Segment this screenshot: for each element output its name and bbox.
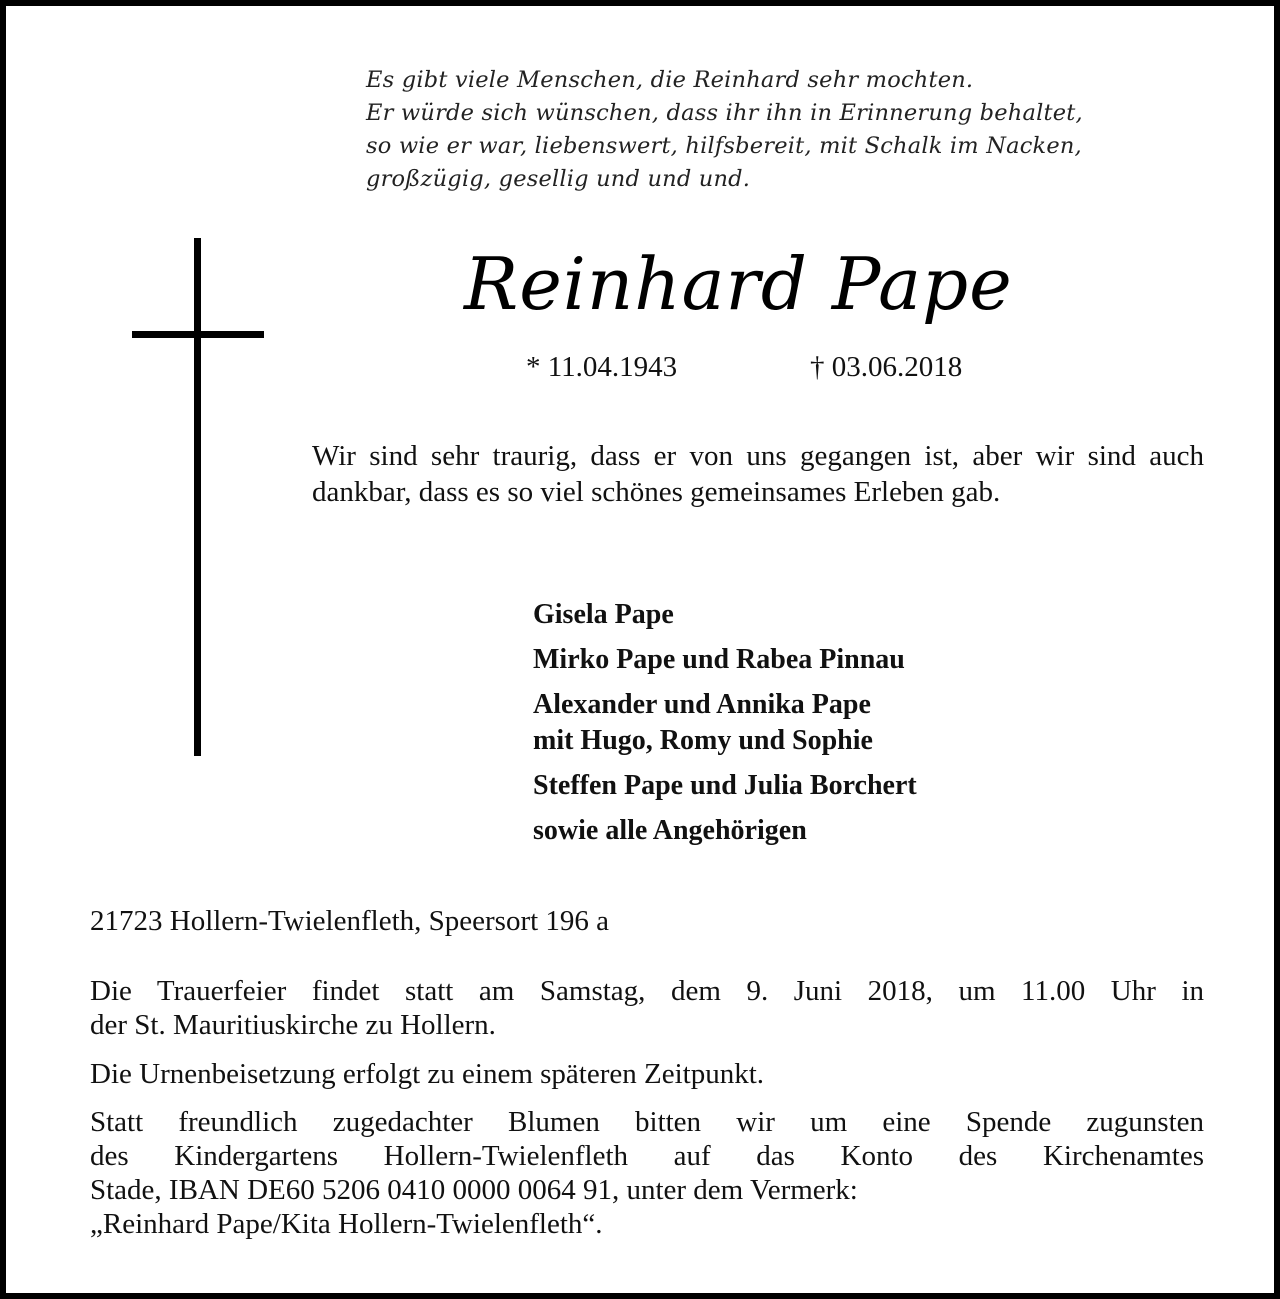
funeral-info xyxy=(90,974,1204,1042)
family-signatures xyxy=(533,597,917,849)
death-date: † 03.06.2018 xyxy=(810,351,963,383)
family-member: Mirko Pape und Rabea Pinnau xyxy=(533,644,905,675)
donation-line: Stade, IBAN DE60 5206 0410 0000 0064 91, unter dem Vermerk: xyxy=(90,1174,858,1206)
quote-line: so wie er war, liebenswert, hilfsbereit, mit Schalk im Nacken, xyxy=(366,133,1082,159)
birth-date: * 11.04.1943 xyxy=(526,351,678,383)
funeral-line: der St. Mauritiuskirche zu Hollern. xyxy=(90,1009,496,1041)
cross-vertical-bar xyxy=(194,238,201,756)
family-member: Alexander und Annika Pape xyxy=(533,689,871,720)
quote-line: Es gibt viele Menschen, die Reinhard sehr mochten. xyxy=(366,67,974,93)
quote-line: großzügig, gesellig und und und. xyxy=(366,166,751,192)
funeral-line: Die Trauerfeier findet statt am Samstag, dem 9. Juni 2018, um 11.00 Uhr in xyxy=(90,975,1204,1007)
family-member: mit Hugo, Romy und Sophie xyxy=(533,725,873,756)
memorial-quote xyxy=(366,64,1226,196)
family-member: Steffen Pape und Julia Borchert xyxy=(533,770,917,801)
donation-line: des Kindergartens Hollern-Twielenfleth auf das Konto des Kirchenamtes xyxy=(90,1140,1204,1172)
family-member: Gisela Pape xyxy=(533,599,674,630)
urn-line: Die Urnenbeisetzung erfolgt zu einem späteren Zeitpunkt. xyxy=(90,1058,765,1090)
deceased-name: Reinhard Pape xyxy=(464,242,1013,326)
donation-info xyxy=(90,1105,1204,1241)
quote-line: Er würde sich wünschen, dass ihr ihn in Erinnerung behaltet, xyxy=(366,100,1083,126)
donation-line: „Reinhard Pape/Kita Hollern-Twielenfleth“. xyxy=(90,1208,603,1240)
urn-info xyxy=(90,1057,1204,1091)
family-address: 21723 Hollern-Twielenfleth, Speersort 196 a xyxy=(90,905,610,937)
family-member: sowie alle Angehörigen xyxy=(533,815,807,846)
mourning-message: Wir sind sehr traurig, dass er von uns gegangen ist, aber wir sind auch dankbar, dass es so viel schönes gemeinsames Erleben gab. xyxy=(312,440,1204,508)
cross-horizontal-bar xyxy=(132,331,264,338)
donation-line: Statt freundlich zugedachter Blumen bitten wir um eine Spende zugunsten xyxy=(90,1106,1204,1138)
